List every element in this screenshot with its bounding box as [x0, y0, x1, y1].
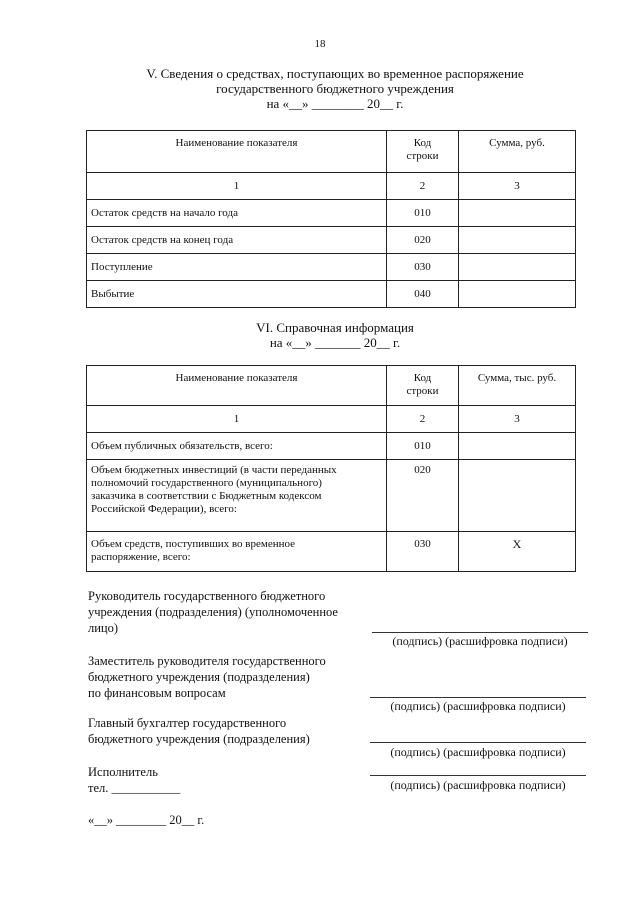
section5-num-1: 1 [87, 173, 387, 200]
deputy-signature-caption: (подпись) (расшифровка подписи) [390, 699, 566, 713]
accountant-label-line2: бюджетного учреждения (подразделения) [88, 732, 310, 746]
deputy-label-line2: бюджетного учреждения (подразделения) [88, 670, 310, 684]
page-number: 18 [314, 38, 326, 50]
section6-num-2: 2 [387, 406, 459, 433]
row-sum[interactable] [459, 460, 576, 532]
table-row [87, 532, 576, 572]
executor-label: Исполнитель [88, 765, 158, 779]
table-row [87, 281, 576, 308]
phone-field[interactable]: тел. ___________ [88, 781, 181, 795]
section6-table [86, 365, 576, 572]
table-row [87, 433, 576, 460]
deputy-label-line3: по финансовым вопросам [88, 686, 226, 700]
row-name: Объем средств, поступивших во временное распоряжение, всего: [87, 532, 387, 572]
section6-num-3: 3 [459, 406, 576, 433]
row-name: Остаток средств на начало года [87, 200, 387, 227]
section6-header-name: Наименование показателя [87, 366, 387, 406]
row-name: Объем бюджетных инвестиций (в части переданных полномочий государственного (муниципального) заказчика в соответствии с Бюджетным кодексом Российской Федерации), всего: [87, 460, 387, 532]
row-name: Объем публичных обязательств, всего: [87, 433, 387, 460]
section5-date-line: на «__» ________ 20__ г. [266, 96, 404, 111]
deputy-signature-line[interactable] [370, 697, 586, 698]
section6-header-code: Код строки [387, 366, 459, 406]
row-code: 010 [387, 433, 459, 460]
row-code: 030 [387, 532, 459, 572]
table-row [87, 254, 576, 281]
executor-signature-line[interactable] [370, 775, 586, 776]
section5-title-line2: государственного бюджетного учреждения [216, 81, 454, 96]
accountant-label-line1: Главный бухгалтер государственного [88, 716, 287, 730]
head-label-line2: учреждения (подразделения) (уполномоченное [88, 605, 338, 619]
executor-signature-caption: (подпись) (расшифровка подписи) [390, 778, 566, 792]
head-label-line3: лицо) [88, 621, 119, 635]
section6-title: VI. Справочная информация [256, 320, 414, 335]
section5-num-3: 3 [459, 173, 576, 200]
row-code: 010 [387, 200, 459, 227]
section5-num-2: 2 [387, 173, 459, 200]
table-row [87, 460, 576, 532]
accountant-signature-caption: (подпись) (расшифровка подписи) [390, 745, 566, 759]
section5-header-row [87, 131, 576, 173]
section5-header-sum: Сумма, руб. [459, 131, 576, 173]
deputy-label-line1: Заместитель руководителя государственного [88, 654, 326, 668]
section5-number-row [87, 173, 576, 200]
row-sum[interactable] [459, 200, 576, 227]
row-sum: X [459, 532, 576, 572]
row-sum[interactable] [459, 433, 576, 460]
head-signature-caption: (подпись) (расшифровка подписи) [392, 634, 568, 648]
row-sum[interactable] [459, 227, 576, 254]
section6-header-row [87, 366, 576, 406]
section5-header-code: Код строки [387, 131, 459, 173]
section5-title-line1: V. Сведения о средствах, поступающих во временное распоряжение [146, 66, 524, 81]
row-sum[interactable] [459, 281, 576, 308]
head-label-line1: Руководитель государственного бюджетного [88, 589, 326, 603]
accountant-signature-line[interactable] [370, 742, 586, 743]
section6-num-1: 1 [87, 406, 387, 433]
table-row [87, 200, 576, 227]
section6-header-sum: Сумма, тыс. руб. [459, 366, 576, 406]
head-signature-line[interactable] [372, 632, 588, 633]
table-row [87, 227, 576, 254]
section6-number-row [87, 406, 576, 433]
row-code: 020 [387, 227, 459, 254]
row-name: Поступление [87, 254, 387, 281]
section5-header-name: Наименование показателя [87, 131, 387, 173]
row-name: Остаток средств на конец года [87, 227, 387, 254]
row-name: Выбытие [87, 281, 387, 308]
row-sum[interactable] [459, 254, 576, 281]
section5-table [86, 130, 576, 308]
date-line[interactable]: «__» ________ 20__ г. [88, 813, 205, 827]
section6-date-line: на «__» _______ 20__ г. [269, 335, 401, 350]
row-code: 020 [387, 460, 459, 532]
row-code: 030 [387, 254, 459, 281]
row-code: 040 [387, 281, 459, 308]
